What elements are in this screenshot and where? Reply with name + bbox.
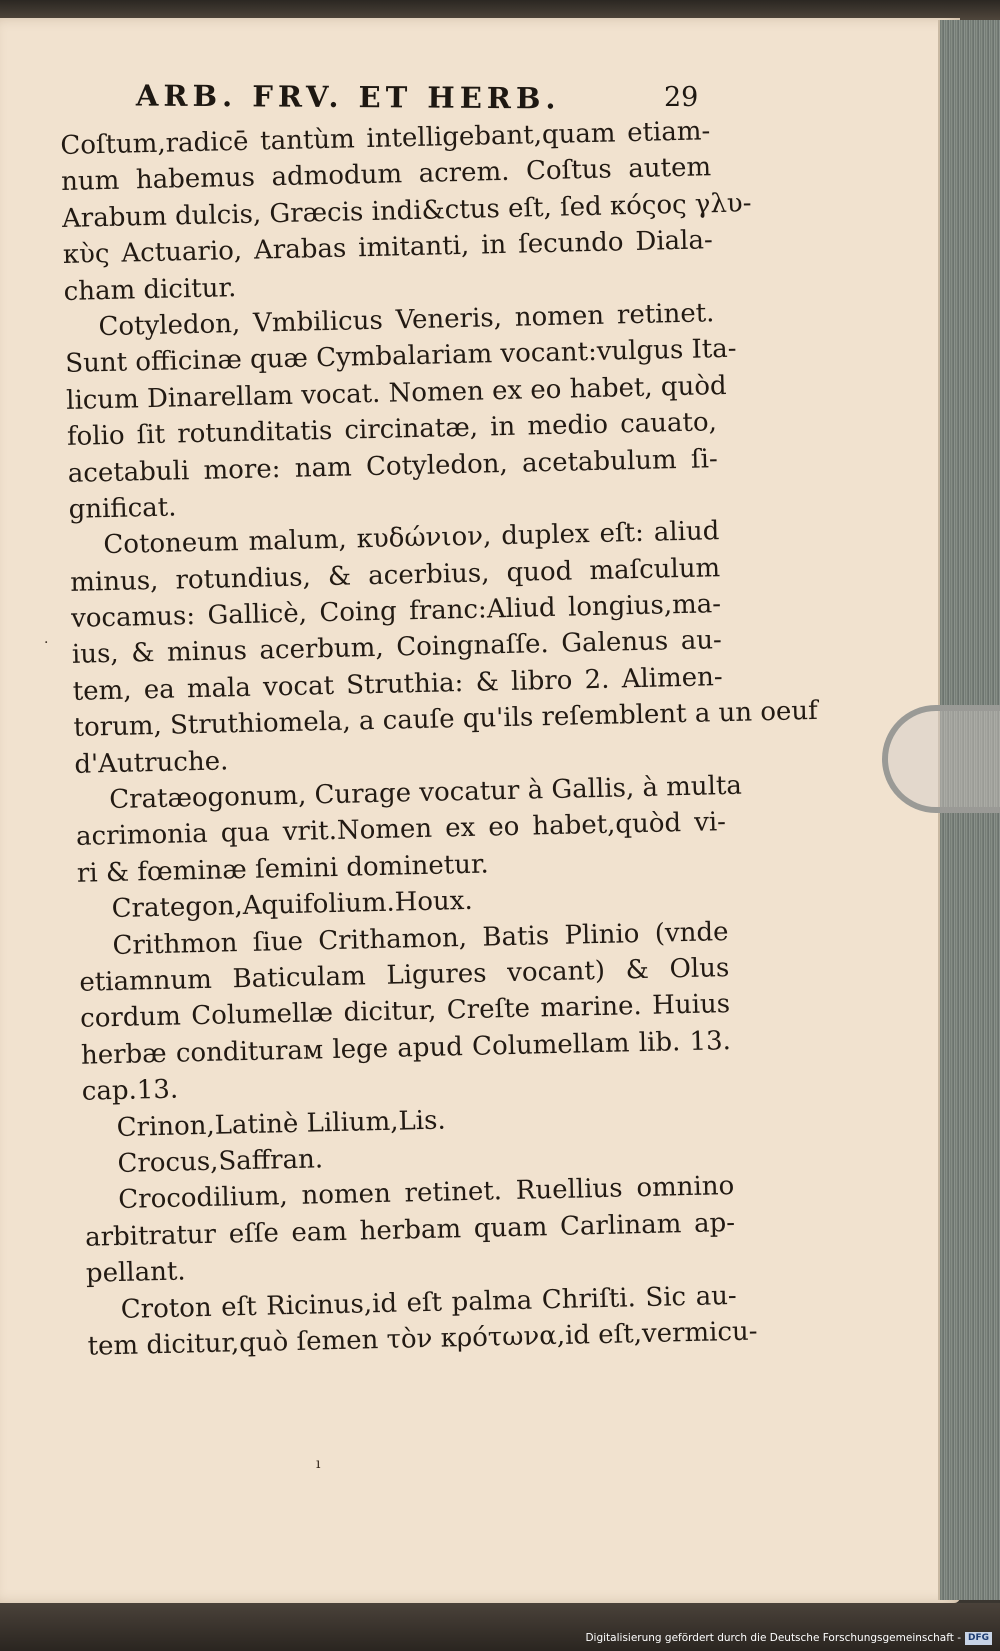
text-line: ri & fœminæ ſemini dominetur. [76,849,490,889]
text-line: cordum Columellæ dicitur, Creſte marine. Huius [79,989,731,1035]
text-line: arbitratur eſſe eam herbam quam Carlinam ap- [84,1207,736,1253]
text-block [60,113,819,1365]
digitization-credit [585,1631,992,1645]
ink-speck: ı [316,1456,321,1472]
text-line: Arabum dulcis, Græcis indi&ctus eſt, ſed κόςος γλυ- [61,188,752,234]
text-line: torum, Struthiomela, a cauſe qu'ils reſemblent a un oeuf [73,696,819,744]
bookmark-clip [882,705,1000,813]
text-line: cham dicitur. [63,272,237,307]
page-header [0,80,960,120]
text-line: gnificat. [68,492,177,525]
text-line: Crategon,Aquifolium.Houx. [111,886,474,925]
text-line: minus, rotundius, & acerbius, quod maſculum [69,552,721,598]
text-line: d'Autruche. [74,745,229,780]
text-line: etiamnum Baticulam Ligures vocant) & Olus [79,953,730,998]
text-line: ius, & minus acerbum, Coingnaſſe. Galenus au- [71,625,723,671]
text-line: Crithmon ſiue Crithamon, Batis Plinio (vnde [112,916,729,961]
text-line: cap.13. [81,1074,179,1107]
text-line: Sunt officinæ quæ Cymbalariam vocant:vulgus Ita- [65,334,737,380]
text-line: acetabuli more: nam Cotyledon, acetabulum ſi- [67,443,719,489]
text-line: acrimonia qua vrit.Nomen ex eo habet,quòd vi- [75,807,727,853]
running-head: ARB. FRV. ET HERB. [135,78,561,116]
text-line: tem, ea mala vocat Struthia: & libro 2. Alimen- [72,661,723,707]
text-line: licum Dinarellam vocat. Nomen ex eo habet, quòd [65,370,727,416]
text-line: pellant. [85,1256,186,1289]
text-line: Crocus,Saffran. [117,1144,324,1179]
text-line: Cotyledon, Vmbilicus Veneris, nomen retinet. [98,298,715,343]
text-line: Cotoneum malum, κυδώνιον, duplex eſt: aliud [103,516,720,561]
text-line: κὺς Actuario, Arabas imitanti, in ſecundo Diala- [62,225,714,271]
text-line: vocamus: Gallicè, Coing franc:Aliud longius,ma- [70,589,722,634]
text-line: num habemus admodum acrem. Coſtus autem [60,152,712,198]
text-line: Cratæogonum, Curage vocatur à Gallis, à multa [108,770,743,816]
text-line: Crocodilium, nomen retinet. Ruellius omnino [118,1171,735,1216]
credit-text: Digitalisierung gefördert durch die Deutsche Forschungsgemeinschaft - [585,1632,961,1644]
text-line: Croton eſt Ricinus,id eſt palma Chriſti. Sic au- [120,1280,738,1325]
dfg-logo: DFG [965,1632,992,1645]
text-line: tem dicitur,quò ſemen τὸν κρότωνα,id eſt,vermicu- [87,1316,758,1362]
text-line: herbæ conditurам lege apud Columellam lib. 13. [80,1025,732,1071]
page-number: 29 [664,82,699,113]
text-line: folio ſit rotunditatis circinatæ, in medio cauato, [66,407,718,453]
ink-speck: · [44,635,49,651]
text-line: Coſtum,radicē tantùm intelligebant,quam etiam- [60,116,711,161]
text-line: Crinon,Latinè Lilium,Lis. [116,1105,446,1143]
